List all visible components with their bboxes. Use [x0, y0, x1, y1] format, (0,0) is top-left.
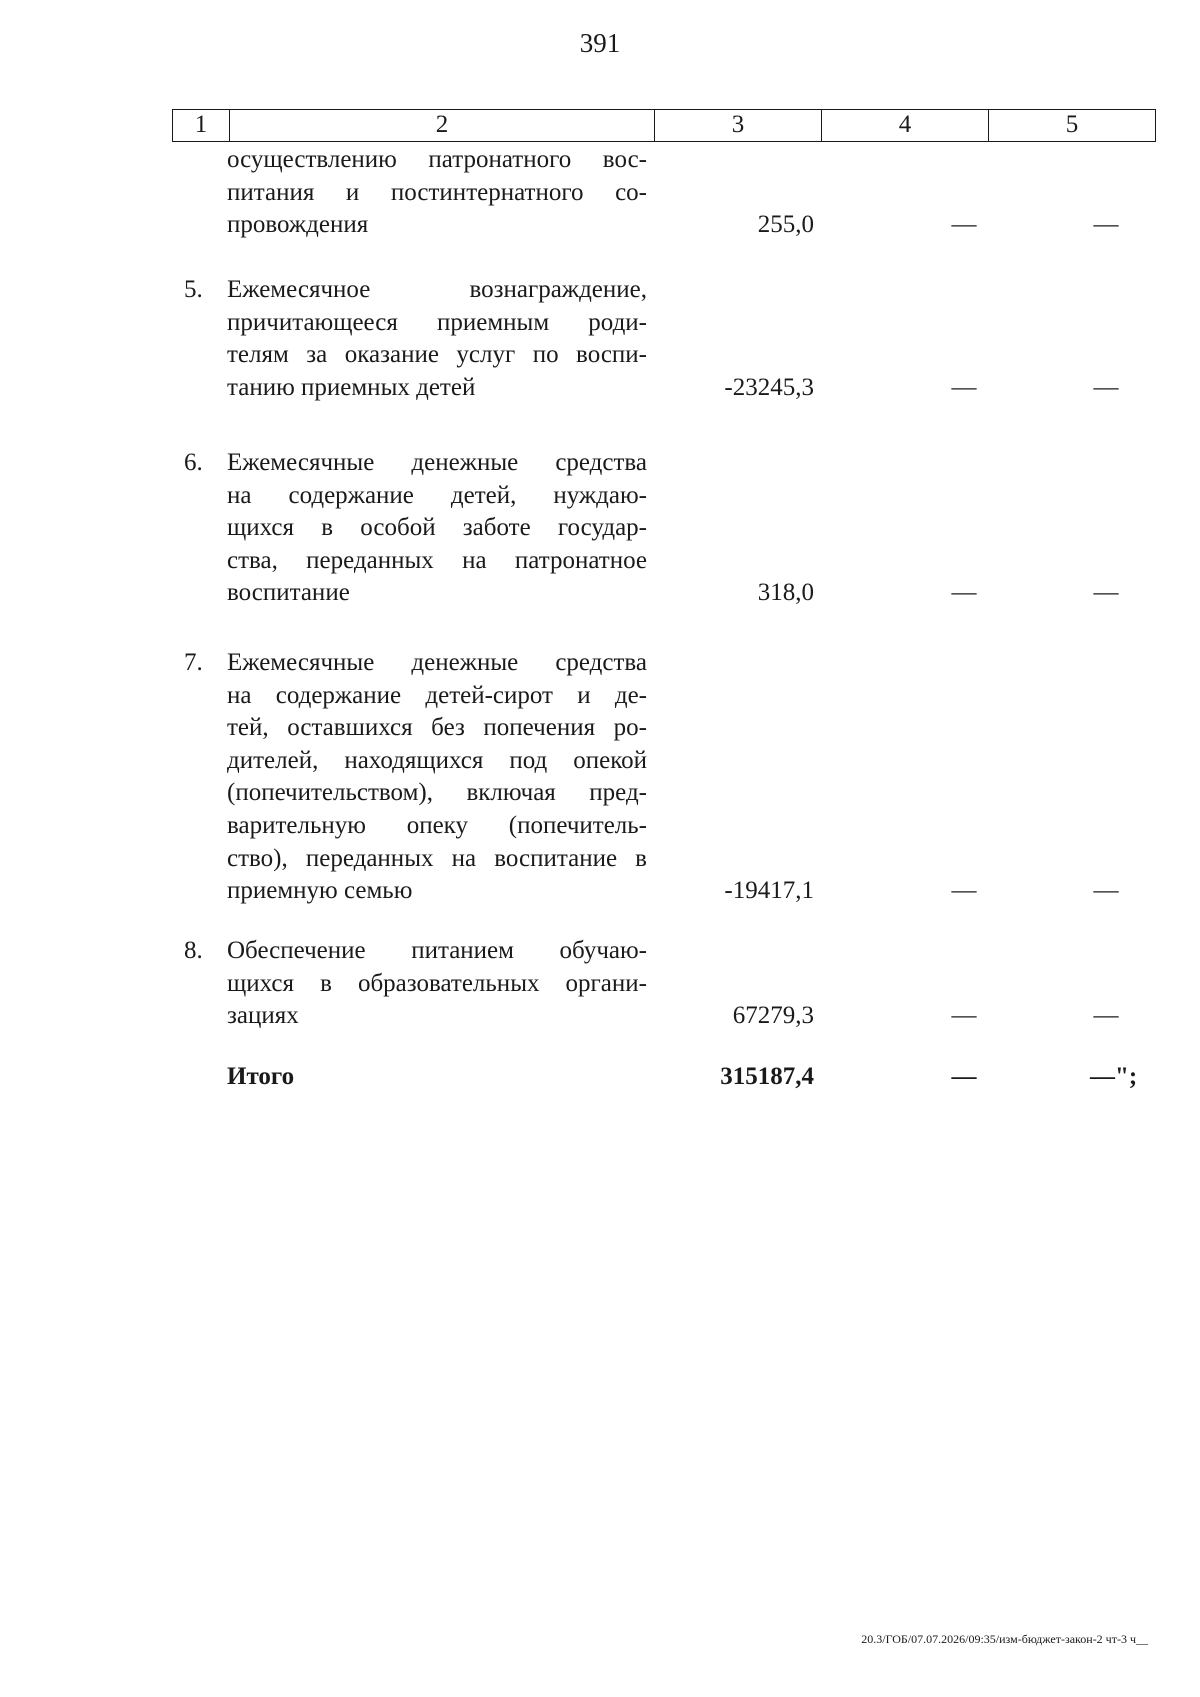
description-line: зациях [227, 1002, 299, 1030]
row-col5: — [1093, 877, 1119, 905]
description-line: Ежемесячное вознаграждение, [227, 276, 647, 303]
description-line: (попечительством), включая пред- [227, 779, 647, 807]
row-col5: — [1093, 211, 1119, 239]
total-col4: — [951, 1063, 977, 1090]
column-header-4: 4 [822, 110, 989, 141]
description-line: провождения [227, 211, 369, 239]
description-line: приемную семью [227, 877, 413, 905]
description-line: ства, переданных на патронатное [227, 546, 647, 574]
column-header-1: 1 [173, 110, 230, 141]
row-number: 8. [184, 937, 203, 964]
description-line: варительную опеку (попечитель- [227, 811, 647, 839]
row-value: 255,0 [757, 211, 814, 239]
row-col4: — [951, 1002, 977, 1030]
description-line: ство), переданных на воспитание в [227, 844, 647, 872]
description-line: на содержание детей, нуждаю- [227, 481, 647, 509]
description-line: на содержание детей-сирот и де- [227, 681, 647, 709]
row-description [227, 144, 647, 242]
description-line: Обеспечение питанием обучаю- [227, 937, 647, 964]
row-col4: — [951, 579, 977, 607]
row-value: -23245,3 [724, 373, 814, 401]
row-description [227, 647, 647, 908]
column-header-row [172, 109, 1156, 142]
description-line: Ежемесячные денежные средства [227, 649, 647, 676]
description-line: дителей, находящихся под опекой [227, 746, 647, 774]
description-line: телям за оказание услуг по воспи- [227, 341, 647, 369]
row-description [227, 274, 647, 404]
row-number: 7. [184, 649, 203, 676]
row-col4: — [951, 211, 977, 239]
column-header-3: 3 [655, 110, 822, 141]
column-header-5: 5 [1065, 111, 1079, 138]
description-line: щихся в особой заботе государ- [227, 514, 647, 542]
row-col4: — [951, 877, 977, 905]
row-description [227, 447, 647, 610]
column-header-2: 2 [230, 110, 655, 141]
row-number: 5. [184, 276, 203, 303]
total-col5: —"; [1090, 1063, 1138, 1090]
description-line: питания и постинтернатного со- [227, 178, 647, 206]
description-line: воспитание [227, 579, 350, 607]
description-line: осуществлению патронатного вос- [227, 146, 647, 173]
total-value: 315187,4 [720, 1063, 814, 1090]
description-line: щихся в образовательных органи- [227, 969, 647, 997]
row-value: -19417,1 [724, 877, 814, 905]
row-description [227, 935, 647, 1033]
page-number: 391 [579, 28, 621, 58]
row-col5: — [1093, 373, 1119, 401]
document-footer: 20.3/ГОБ/07.07.2026/09:35/изм-бюджет-закон-2 чт-3 ч__ [861, 1632, 1148, 1646]
row-col5: — [1093, 579, 1119, 607]
total-label: Итого [227, 1063, 295, 1090]
description-line: тей, оставшихся без попечения ро- [227, 714, 647, 742]
description-line: Ежемесячные денежные средства [227, 449, 647, 476]
row-col4: — [951, 373, 977, 401]
row-value: 67279,3 [732, 1002, 814, 1030]
description-line: причитающееся приемным роди- [227, 308, 647, 336]
row-col5: — [1093, 1002, 1119, 1030]
row-number: 6. [184, 449, 203, 476]
description-line: танию приемных детей [227, 373, 476, 401]
row-value: 318,0 [757, 579, 814, 607]
